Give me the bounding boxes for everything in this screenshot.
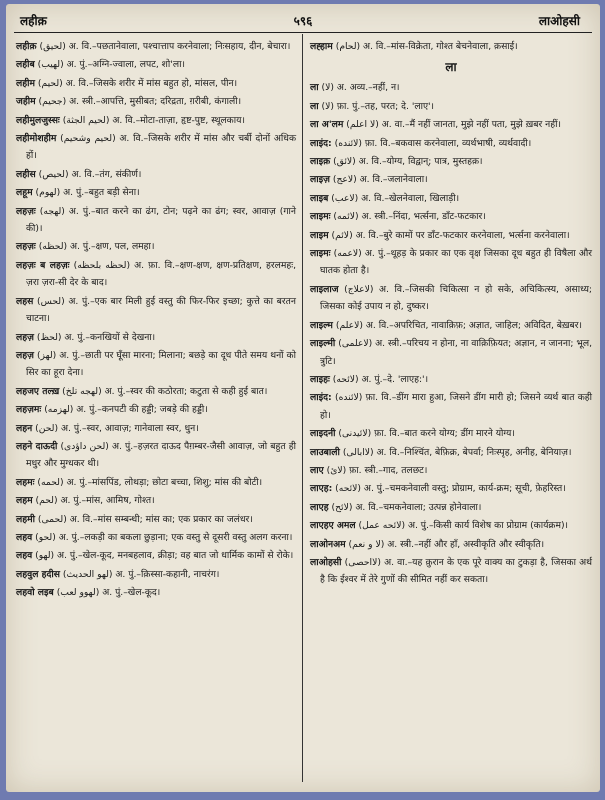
entry-definition: (لاعلمی) अ. स्त्री.–परिचय न होना, ना वाक़िफ़ियत; अज्ञान, न जानना; भूल, त्रुटि। bbox=[320, 338, 593, 367]
entry-definition: (لهو الحديث) अ. पुं.–क़िस्सा-कहानी, नाचरंग। bbox=[62, 568, 220, 580]
entry-definition: (لا و نعم) अ. स्त्री.–नहीं और हाँ, अस्वीकृति और स्वीकृति। bbox=[348, 538, 545, 550]
entry-headword: लाए bbox=[310, 464, 324, 476]
entry-headword: लहन bbox=[16, 422, 33, 434]
entry-headword: लहस bbox=[16, 295, 34, 307]
dictionary-entry bbox=[16, 112, 296, 129]
entry-headword: ला bbox=[310, 82, 319, 94]
dictionary-entry bbox=[16, 203, 296, 238]
entry-definition: (لائحه) अ. पुं.–चमकनेवाली वस्तु; प्रोग्राम, कार्य-क्रम; सूची, फ़ेहरिस्त। bbox=[335, 483, 566, 495]
dictionary-entry bbox=[16, 166, 296, 183]
entry-definition: (لحمه) अ. पुं.–मांसपिंड, लोथड़ा; छोटा बच्चा, शिशु; मांस की बोटी। bbox=[37, 476, 263, 488]
left-column bbox=[16, 38, 296, 784]
entry-definition: (لحس) अ. पुं.–एक बार मिली हुई वस्तु की फिर-फिर इच्छा; कुत्ते का बरतन चाटना। bbox=[26, 295, 296, 325]
entry-definition: (لائحه) अ. पुं.–दे. 'लाएह:'। bbox=[332, 373, 429, 385]
dictionary-entry bbox=[310, 116, 592, 133]
entry-headword: लहज़ bbox=[16, 331, 34, 343]
entry-definition: (لحظ) अ. पुं.–कनखियों से देखना। bbox=[36, 331, 156, 343]
entry-headword: जहीम bbox=[16, 96, 36, 108]
header-right-word: लाओहसी bbox=[538, 14, 580, 28]
entry-definition: (لائحه عمل) अ. पुं.–किसी कार्य विशेष का प्रोग्राम (कार्यक्रम)। bbox=[358, 520, 569, 532]
entry-definition: (لائنده) फ़ा. वि.–डींग मारा हुआ, जिसने डींग मारी हो; जिसने व्यर्थ बात कही हो। bbox=[320, 392, 593, 421]
entry-definition: (لاعمه) अ. पुं.–थूहड़ के प्रकार का एक वृक्ष जिसका दूध बहुत ही विषैला और घातक होता है। bbox=[320, 248, 592, 277]
page-header bbox=[6, 12, 600, 32]
entry-definition: (لا اعلم) अ. वा.–मैं नहीं जानता, मुझे नहीं पता, मुझे ख़बर नहीं। bbox=[346, 119, 562, 131]
entry-headword: लहव bbox=[16, 550, 33, 562]
entry-headword: लहज़ः bbox=[16, 241, 36, 253]
entry-definition: (لهجه تلخ) अ. पुं.–स्वर की कठोरता; कटुता से कही हुई बात। bbox=[62, 385, 268, 397]
entry-headword: ला अ'लम bbox=[310, 119, 344, 131]
entry-headword: लहीक़ bbox=[16, 41, 37, 52]
entry-definition: (لا) अ. अव्य.–नहीं, न। bbox=[321, 82, 400, 94]
entry-headword: लाएह: bbox=[310, 483, 333, 495]
dictionary-entry bbox=[16, 547, 296, 564]
dictionary-entry bbox=[310, 38, 592, 55]
entry-headword: लाओनअम bbox=[310, 538, 346, 550]
entry-headword: लहीब bbox=[16, 59, 35, 71]
dictionary-entry bbox=[310, 281, 592, 316]
entry-headword: लहवुल हदीस bbox=[16, 568, 60, 580]
dictionary-entry bbox=[16, 529, 296, 546]
entry-headword: लाउबाली bbox=[310, 446, 340, 458]
entry-headword: लहज़ः bbox=[16, 205, 36, 217]
dictionary-entry bbox=[310, 153, 592, 170]
entry-headword: लाइम bbox=[310, 229, 329, 241]
entry-definition: (لااحصی) अ. वा.–यह क़ुरान के एक पूरे वाक्य का टुकड़ा है, जिसका अर्थ है कि ईश्वर में तेरे गुणों की सीमित नहीं कर सकता। bbox=[320, 556, 593, 586]
entry-definition: (لحظه بلحظه) अ. फ़ा. वि.–क्षण-क्षण, क्षण-प्रतिक्षण, हरलमहः, ज़रा ज़रा-सी देर के बाद। bbox=[26, 259, 296, 289]
entry-definition: (لائ) फ़ा. स्त्री.–गाद, तलछट। bbox=[326, 464, 428, 476]
entry-definition: (لهوو لعب) अ. पुं.–खेल-कूद। bbox=[56, 587, 161, 599]
entry-headword: लाइमः bbox=[310, 211, 331, 223]
entry-definition: (لا) फ़ा. पुं.–तह, परत; दे. 'लाए'। bbox=[321, 100, 435, 112]
entry-headword: लहीम bbox=[16, 77, 35, 89]
dictionary-entry bbox=[16, 93, 296, 110]
entry-headword: लाइदनी bbox=[310, 428, 336, 440]
entry-definition: (لائيدنی) फ़ा. वि.–बात करने योग्य; डींग मारने योग्य। bbox=[338, 428, 515, 440]
section-heading: ला bbox=[445, 60, 457, 75]
entry-definition: (لاعب) अ. वि.–खेलनेवाला, खिलाड़ी। bbox=[331, 192, 460, 204]
dictionary-entry bbox=[16, 438, 296, 473]
entry-definition: (جحيم) अ. स्त्री.–आपत्ति, मुसीबत; दरिद्रता, ग़रीबी, कंगाली। bbox=[38, 96, 242, 108]
entry-definition: (لحيم الجثة) अ. वि.–मोटा-ताज़ा, हृष्ट-पुष्ट, स्थूलकाय। bbox=[62, 114, 245, 126]
dictionary-entry bbox=[16, 383, 296, 400]
entry-definition: (لائح) अ. वि.–चमकनेवाला; उत्पन्न होनेवाला। bbox=[331, 501, 482, 513]
dictionary-entry bbox=[310, 317, 592, 334]
entry-definition: (لائق) अ. वि.–योग्य, विद्वान्; पात्र, मुस्तहक़। bbox=[333, 156, 483, 168]
dictionary-entry bbox=[16, 511, 296, 528]
dictionary-entry bbox=[16, 257, 296, 292]
dictionary-entry bbox=[310, 335, 592, 370]
entry-definition: (لحيم) अ. वि.–जिसके शरीर में मांस बहुत हो, मांसल, पीन। bbox=[37, 77, 238, 89]
entry-headword: लहीस bbox=[16, 168, 36, 180]
entry-definition: (لحو) अ. पुं.–लकड़ी का बकला छुड़ाना; एक वस्तु से दूसरी वस्तु अलग करना। bbox=[35, 531, 293, 543]
entry-headword: लाइक़ bbox=[310, 156, 331, 168]
dictionary-entry bbox=[16, 56, 296, 73]
entry-definition: (لهزمه) अ. पुं.–कनपटी की हड्डी; जबड़े की हड्डी। bbox=[44, 404, 208, 416]
dictionary-entry bbox=[16, 238, 296, 255]
entry-headword: लहने दाऊदी bbox=[16, 440, 58, 452]
dictionary-entry bbox=[310, 554, 592, 589]
page-number: ५९६ bbox=[293, 14, 313, 28]
header-left-word: लहीक़ bbox=[20, 14, 47, 28]
dictionary-entry bbox=[310, 171, 592, 188]
entry-definition: (لاعلم) अ. वि.–अपरिचित, नावाक़िफ़; अज्ञात, जाहिल; अविदित, बेख़बर। bbox=[335, 319, 583, 331]
entry-definition: (لحيم وشحيم) अ. वि.–जिसके शरीर में मांस और चर्बी दोनों अधिक हों। bbox=[26, 133, 297, 162]
entry-headword: लाओहसी bbox=[310, 556, 342, 568]
entry-headword: लह्हाम bbox=[310, 41, 333, 52]
dictionary-page bbox=[6, 4, 600, 792]
entry-headword: लहीमोशहीम bbox=[16, 133, 57, 145]
dictionary-entry bbox=[16, 347, 296, 382]
entry-headword: लाइंद: bbox=[310, 392, 332, 404]
entry-headword: लहव bbox=[16, 531, 33, 543]
dictionary-entry bbox=[310, 79, 592, 96]
dictionary-entry bbox=[16, 566, 296, 583]
dictionary-entry bbox=[16, 75, 296, 92]
entry-definition: (لائمه) अ. स्त्री.–निंदा, भर्त्सना, डाँट-फटकार। bbox=[333, 211, 486, 223]
dictionary-entry bbox=[310, 517, 592, 534]
entry-headword: लहीमुलजुस्सः bbox=[16, 114, 60, 126]
dictionary-entry bbox=[310, 480, 592, 497]
entry-definition: (لاعج) अ. वि.–जलानेवाला। bbox=[332, 174, 428, 186]
dictionary-entry bbox=[310, 462, 592, 479]
entry-headword: लहज़मः bbox=[16, 404, 42, 416]
dictionary-entry bbox=[16, 329, 296, 346]
dictionary-entry bbox=[310, 444, 592, 461]
column-divider bbox=[302, 34, 303, 782]
entry-headword: लहज़ bbox=[16, 349, 34, 361]
dictionary-entry bbox=[310, 389, 592, 424]
entry-headword: लहमः bbox=[16, 476, 35, 488]
entry-headword: लहजए तल्ख़ bbox=[16, 385, 60, 397]
entry-headword: लहूम bbox=[16, 187, 33, 199]
entry-headword: लाइंद: bbox=[310, 137, 332, 149]
entry-headword: लहज़ः ब लहज़ः bbox=[16, 259, 70, 271]
entry-headword: लाइल्म bbox=[310, 319, 333, 331]
dictionary-entry bbox=[16, 420, 296, 437]
dictionary-entry bbox=[310, 536, 592, 553]
entry-definition: (لحيق) अ. वि.–पछतानेवाला, पश्चात्ताप करनेवाला; निःसहाय, दीन, बेचारा। bbox=[39, 41, 291, 52]
dictionary-entry bbox=[310, 227, 592, 244]
dictionary-entry bbox=[310, 135, 592, 152]
entry-headword: लहमी bbox=[16, 513, 35, 525]
header-rule bbox=[14, 32, 592, 33]
entry-headword: लाइल्मी bbox=[310, 338, 336, 350]
entry-definition: (لهجه) अ. पुं.–बात करने का ढंग, टोन; पढ़ने का ढंग; स्वर, आवाज़ (गाने की)। bbox=[26, 205, 297, 235]
entry-definition: (لائنده) फ़ा. वि.–बकवास करनेवाला, व्यर्थभाषी, व्यर्थवादी। bbox=[334, 137, 532, 149]
entry-definition: (لهيب) अ. पुं.–अग्नि-ज्वाला, लपट, शो'ला। bbox=[37, 59, 185, 71]
entry-definition: (لهو) अ. पुं.–खेल-कूद, मनबहलाव, क्रीड़ा; वह बात जो धार्मिक कामों से रोके। bbox=[35, 550, 294, 562]
entry-headword: लाएह bbox=[310, 501, 329, 513]
dictionary-entry bbox=[16, 401, 296, 418]
dictionary-entry bbox=[310, 208, 592, 225]
dictionary-entry bbox=[16, 184, 296, 201]
entry-definition: (لحيص) अ. वि.–तंग, संकीर्ण। bbox=[38, 168, 142, 180]
dictionary-entry bbox=[310, 371, 592, 388]
dictionary-entry bbox=[16, 38, 296, 55]
entry-headword: लाइलाज bbox=[310, 283, 339, 295]
entry-headword: लाएहए अमल bbox=[310, 520, 356, 532]
entry-headword: लाइहः bbox=[310, 373, 330, 385]
entry-headword: लाइब bbox=[310, 192, 329, 204]
entry-definition: (لحظه) अ. पुं.–क्षण, पल, लमहा। bbox=[38, 241, 155, 253]
dictionary-entry bbox=[16, 293, 296, 328]
entry-headword: लाइमः bbox=[310, 248, 331, 260]
dictionary-entry bbox=[310, 98, 592, 115]
entry-definition: (لحم) अ. पुं.–मांस, आमिष, गोश्त। bbox=[35, 495, 155, 507]
entry-headword: लहम bbox=[16, 495, 33, 507]
dictionary-entry bbox=[16, 492, 296, 509]
entry-headword: ला bbox=[310, 100, 319, 112]
entry-definition: (لائم) अ. वि.–बुरे कामों पर डाँट-फटकार करनेवाला, भर्त्सना करनेवाला। bbox=[331, 229, 570, 241]
dictionary-entry bbox=[16, 584, 296, 601]
dictionary-entry bbox=[310, 245, 592, 280]
entry-definition: (لاعلاج) अ. वि.–जिसकी चिकित्सा न हो सके, अचिकित्स्य, असाध्य; जिसका कोई उपाय न हो, दुष्कर। bbox=[320, 283, 593, 313]
dictionary-entry bbox=[310, 190, 592, 207]
dictionary-entry bbox=[16, 130, 296, 165]
entry-definition: (لاابالی) अ. वि.–निश्चिंत, बेफ़िक्र, बेपर्वा; निःस्पृह, अनीह, बेनियाज़। bbox=[342, 446, 572, 458]
entry-definition: (لحام) अ. वि.–मांस-विक्रेता, गोश्त बेचनेवाला, क़साई। bbox=[335, 41, 518, 52]
entry-definition: (لحن داؤدی) अ. पुं.–हज़रत दाऊद पैग़म्बर-जैसी आवाज़, जो बहुत ही मधुर और मुग्धकर थी। bbox=[26, 440, 296, 470]
right-column bbox=[310, 38, 592, 784]
entry-definition: (لهوم) अ. पुं.–बहुत बड़ी सेना। bbox=[35, 187, 140, 199]
entry-headword: लाइज़ bbox=[310, 174, 330, 186]
entry-headword: लहवो लइब bbox=[16, 587, 54, 599]
entry-definition: (لحمی) अ. वि.–मांस सम्बन्धी; मांस का; एक प्रकार का जलंधर। bbox=[37, 513, 253, 525]
entry-definition: (لحن) अ. पुं.–स्वर, आवाज़; गानेवाला स्वर, धुन। bbox=[35, 422, 199, 434]
dictionary-entry bbox=[310, 425, 592, 442]
entry-definition: (لهز) अ. पुं.–छाती पर घूँसा मारना; मिलाना; बछड़े का दूध पीते समय थनों को सिर का हूरा देना। bbox=[26, 349, 296, 379]
dictionary-entry bbox=[16, 474, 296, 491]
dictionary-entry bbox=[310, 499, 592, 516]
